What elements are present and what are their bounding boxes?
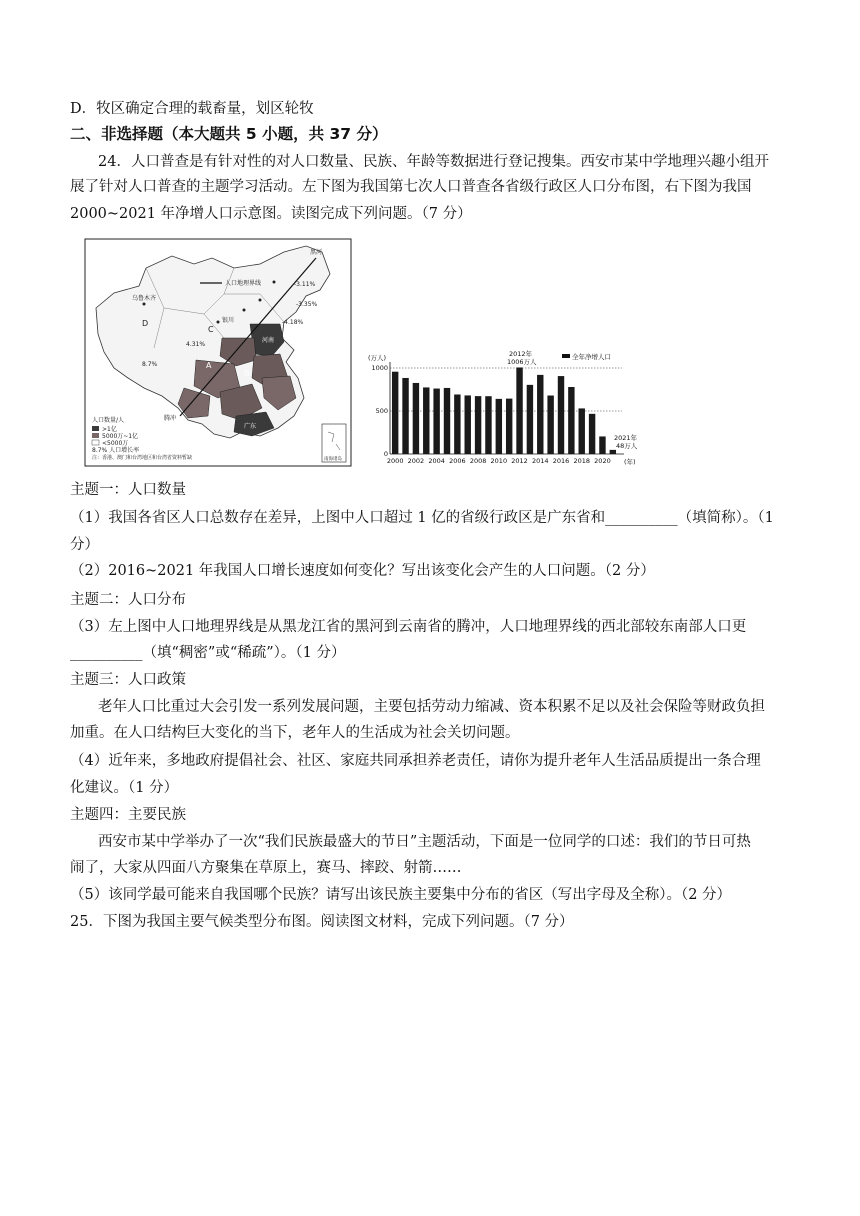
chart-bar-2011 [506, 399, 512, 454]
chart-legend-swatch [562, 354, 570, 358]
map-rate-5: 8.7% [142, 361, 158, 368]
chart-xtick-2010: 2010 [490, 457, 508, 465]
map-rate-1: -3.11% [294, 281, 316, 288]
passage-4-b: 闹了，大家从四面八方聚集在草原上，赛马、摔跤、射箭…… [70, 860, 462, 876]
map-inset-label: 南海诸岛 [324, 457, 342, 462]
chart-bar-2009 [485, 396, 491, 454]
chart-xtick-2000: 2000 [386, 457, 404, 465]
map-urumqi: 乌鲁木齐 [132, 295, 157, 302]
chart-xtick-2018: 2018 [573, 457, 591, 465]
map-label-b: B [244, 369, 250, 378]
annotation-2012-value: 1006万人 [507, 358, 537, 366]
legend-swatch-3 [92, 440, 99, 445]
chart-bar-2016 [558, 376, 564, 454]
question-3-a: （3）左上图中人口地理界线是从黑龙江省的黑河到云南省的腾冲，人口地理界线的西北部较东南部人口更 [70, 619, 747, 635]
map-line-label: 人口地理界线 [225, 280, 262, 287]
chart-bar-2003 [423, 387, 429, 454]
question-4-a: （4）近年来，多地政府提倡社会、社区、家庭共同承担养老责任，请你为提升老年人生活品质提出一条合理 [70, 753, 761, 769]
chart-xtick-2008: 2008 [469, 457, 487, 465]
legend-swatch-1 [92, 426, 99, 431]
chart-ytick-0: 0 [383, 450, 388, 458]
question-3-b: __________（填“稠密”或“稀疏”）。（1 分） [70, 645, 346, 661]
question-4-b: 化建议。（1 分） [70, 780, 179, 796]
chart-bars [371, 362, 624, 465]
question-24-stem-2: 展了针对人口普查的主题学习活动。左下图为我国第七次人口普查各省级行政区人口分布图，右下图为我国 [70, 179, 752, 195]
map-legend-note: 注：香港、澳门和台湾地区和台湾省资料暂缺 [92, 455, 193, 461]
map-label-d: D [142, 319, 149, 328]
chart-ytick-500: 500 [375, 407, 388, 415]
question-25-stem: 25．下图为我国主要气候类型分布图。阅读图文材料，完成下列问题。（7 分） [70, 914, 574, 930]
theme-4: 主题四：主要民族 [70, 807, 186, 823]
map-yinchuan: 银川 [222, 317, 235, 324]
question-2: （2）2016~2021 年我国人口增长速度如何变化？写出该变化会产生的人口问题。（2 分） [70, 563, 655, 579]
passage-4-a: 西安市某中学举办了一次“我们民族最盛大的节日”主题活动，下面是一位同学的口述：我们的节日可热 [98, 834, 751, 850]
theme-3: 主题三：人口政策 [70, 672, 186, 688]
china-population-map [84, 238, 352, 468]
map-heihe: 黑河 [310, 249, 323, 256]
chart-ytick-1000: 1000 [371, 364, 388, 372]
map-legend-4: 8.7% 人口增长率 [92, 447, 140, 454]
chart-bar-2005 [444, 388, 450, 454]
chart-xtick-2004: 2004 [428, 457, 445, 465]
chart-ylabel: (万人) [368, 354, 387, 362]
question-1-b: 分） [70, 537, 99, 553]
chart-xtick-2012: 2012 [511, 457, 528, 465]
chart-xlabel: (年) [624, 458, 636, 466]
chart-bar-2014 [537, 375, 543, 454]
chart-bar-2002 [413, 383, 419, 454]
theme-1: 主题一：人口数量 [70, 482, 186, 498]
chart-xtick-2006: 2006 [449, 457, 466, 465]
passage-3-a: 老年人口比重过大会引发一系列发展问题，主要包括劳动力缩减、资本积累不足以及社会保险等财政负担 [98, 699, 765, 715]
chart-bar-2004 [433, 389, 439, 454]
chart-legend: 全年净增人口 [572, 353, 611, 361]
annotation-2012-year: 2012年 [509, 350, 533, 358]
chart-xtick-2016: 2016 [552, 457, 570, 465]
annotation-2021-year: 2021年 [614, 434, 638, 442]
chart-bar-2006 [454, 394, 460, 454]
chart-bar-2007 [465, 395, 471, 454]
chart-bar-2018 [579, 408, 585, 454]
chart-bar-2020 [599, 436, 605, 454]
passage-3-b: 加重。在人口结构巨大变化的当下，老年人的生活成为社会关切问题。 [70, 725, 520, 741]
legend-swatch-2 [92, 433, 99, 438]
chart-xtick-2020: 2020 [594, 457, 611, 465]
question-24-stem-3: 2000~2021 年净增人口示意图。读图完成下列问题。（7 分） [70, 206, 472, 222]
chart-bar-2008 [475, 396, 481, 454]
map-legend-1: >1亿 [102, 426, 117, 433]
map-label-guangdong: 广东 [244, 423, 257, 430]
chart-xtick-2002: 2002 [407, 457, 425, 465]
map-label-a: A [206, 361, 212, 370]
question-1-a: （1）我国各省区人口总数存在差异，上图中人口超过 1 亿的省级行政区是广东省和__________（填简称）。（1 [70, 510, 774, 526]
question-24-stem-1: 24．人口普查是有针对性的对人口数量、民族、年龄等数据进行登记搜集。西安市某中学地理兴趣小组开 [98, 154, 769, 170]
option-d: D．牧区确定合理的载畜量，划区轮牧 [70, 101, 314, 117]
figure-area [84, 238, 696, 470]
map-rate-2: -3.35% [296, 301, 318, 308]
chart-bar-2001 [402, 378, 408, 454]
chart-bar-2021 [610, 450, 616, 454]
map-label-c: C [208, 325, 214, 334]
chart-bar-2012 [516, 367, 522, 454]
map-rate-4: 4.31% [186, 341, 206, 348]
chart-bar-2013 [527, 385, 533, 454]
map-legend-3: <5000万 [102, 440, 129, 447]
chart-xtick-2014: 2014 [531, 457, 549, 465]
section-heading: 二、非选择题（本大题共 5 小题，共 37 分） [70, 125, 388, 143]
map-tengchong: 腾冲 [164, 415, 177, 422]
chart-bar-2019 [589, 414, 595, 454]
net-population-chart [366, 350, 676, 470]
map-legend-2: 5000万~1亿 [102, 433, 139, 440]
theme-2: 主题二：人口分布 [70, 592, 186, 608]
question-5: （5）该同学最可能来自我国哪个民族？请写出该民族主要集中分布的省区（写出字母及全称）。（2 分） [70, 887, 732, 903]
chart-bar-2017 [568, 387, 574, 454]
chart-bar-2015 [547, 396, 553, 454]
map-legend-title: 人口数量/人 [92, 417, 125, 424]
annotation-2021-value: 48万人 [616, 442, 638, 450]
chart-bar-2000 [392, 372, 398, 454]
map-label-henan: 河南 [262, 337, 275, 344]
map-rate-3: -4.18% [282, 319, 304, 326]
chart-bar-2010 [496, 399, 502, 454]
